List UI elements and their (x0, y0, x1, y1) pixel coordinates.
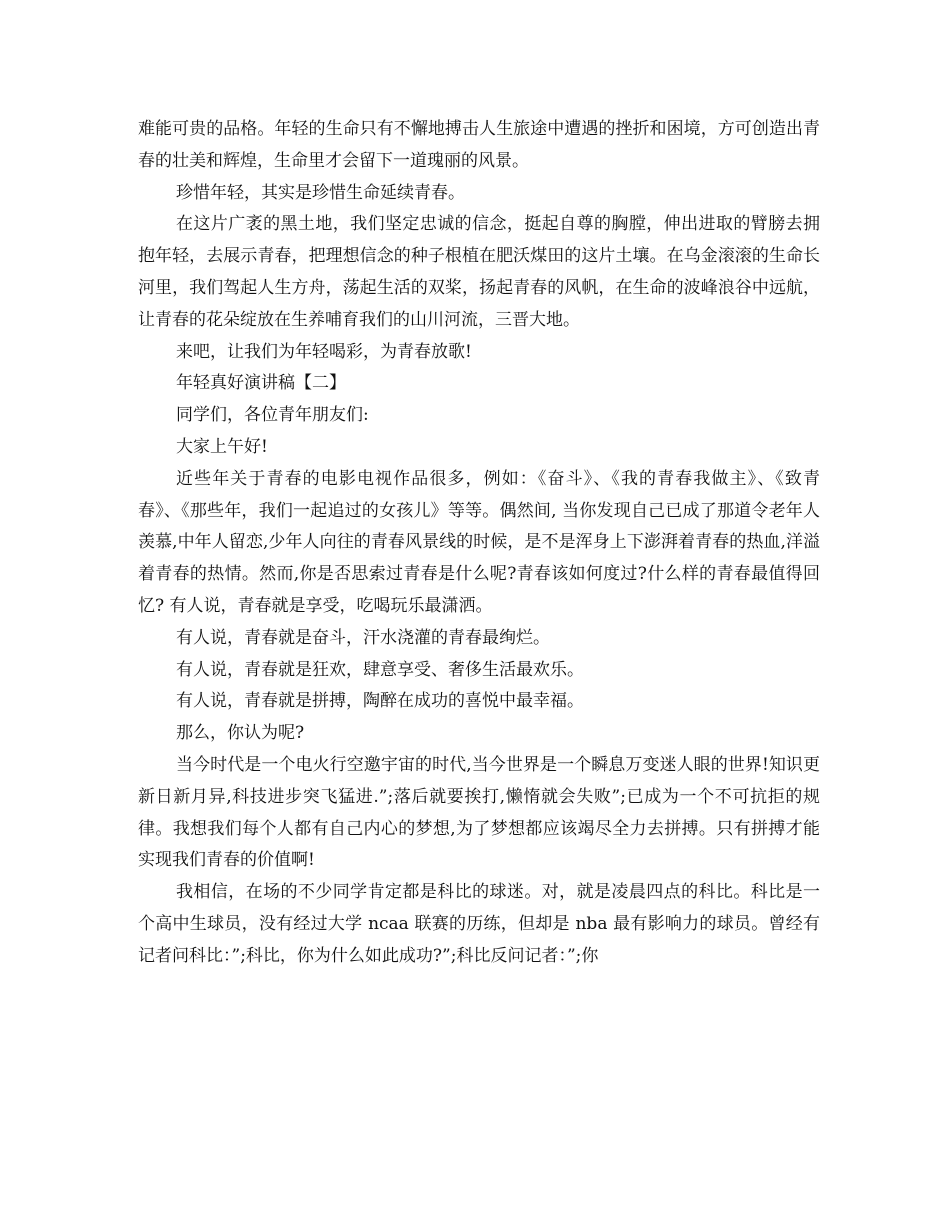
paragraph: 有人说，青春就是奋斗，汗水浇灌的青春最绚烂。 (176, 627, 550, 648)
paragraph: 近些年关于青春的电影电视作品很多，例如：《奋斗》、《我的青春我做主》、《致青春》、《那些年，我们一起追过的女孩儿》等等。偶然间, 当你发现自己已成了那道令老年人羡慕,中年人留恋,少年人向往的青春风景线的时候，是不是浑身上下澎湃着青春的热血,洋溢着青春的热情。然而,你是否思索过青春是什么呢?青春该如何度过?什么样的青春最值得回忆? 有人说，青春就是享受，吃喝玩乐最潇洒。 (138, 468, 820, 616)
section-heading: 年轻真好演讲稿【二】 (176, 373, 346, 394)
greeting: 大家上午好! (176, 436, 268, 457)
paragraph: 有人说，青春就是狂欢，肆意享受、奢侈生活最欢乐。 (176, 659, 584, 680)
paragraph: 珍惜年轻，其实是珍惜生命延续青春。 (176, 182, 465, 203)
paragraph: 难能可贵的品格。年轻的生命只有不懈地搏击人生旅途中遭遇的挫折和困境，方可创造出青春的壮美和辉煌，生命里才会留下一道瑰丽的风景。 (138, 119, 820, 171)
paragraph: 那么，你认为呢? (176, 723, 305, 744)
salutation: 同学们，各位青年朋友们: (176, 405, 369, 426)
paragraph: 我相信，在场的不少同学肯定都是科比的球迷。对，就是凌晨四点的科比。科比是一个高中生球员，没有经过大学 ncaa 联赛的历练，但却是 nba 最有影响力的球员。曾经有记者问科比：”;科比，你为什么如此成功?”;科比反问记者：”;你 (138, 882, 820, 966)
paragraph: 来吧，让我们为年轻喝彩，为青春放歌! (176, 341, 472, 362)
paragraph: 当今时代是一个电火行空邀宇宙的时代,当今世界是一个瞬息万变迷人眼的世界!知识更新日新月异,科技进步突飞猛进.”;落后就要挨打,懒惰就会失败”;已成为一个不可抗拒的规律。我想我们每个人都有自己内心的梦想,为了梦想都应该竭尽全力去拼搏。只有拼搏才能实现我们青春的价值啊! (138, 754, 820, 871)
document-page (138, 114, 820, 973)
paragraph: 有人说，青春就是拼搏，陶醉在成功的喜悦中最幸福。 (176, 691, 584, 712)
paragraph: 在这片广袤的黑土地，我们坚定忠诚的信念，挺起自尊的胸膛，伸出进取的臂膀去拥抱年轻，去展示青春，把理想信念的种子根植在肥沃煤田的这片土壤。在乌金滚滚的生命长河里，我们驾起人生方舟，荡起生活的双桨，扬起青春的风帆，在生命的波峰浪谷中远航，让青春的花朵绽放在生养哺育我们的山川河流，三晋大地。 (138, 214, 820, 330)
